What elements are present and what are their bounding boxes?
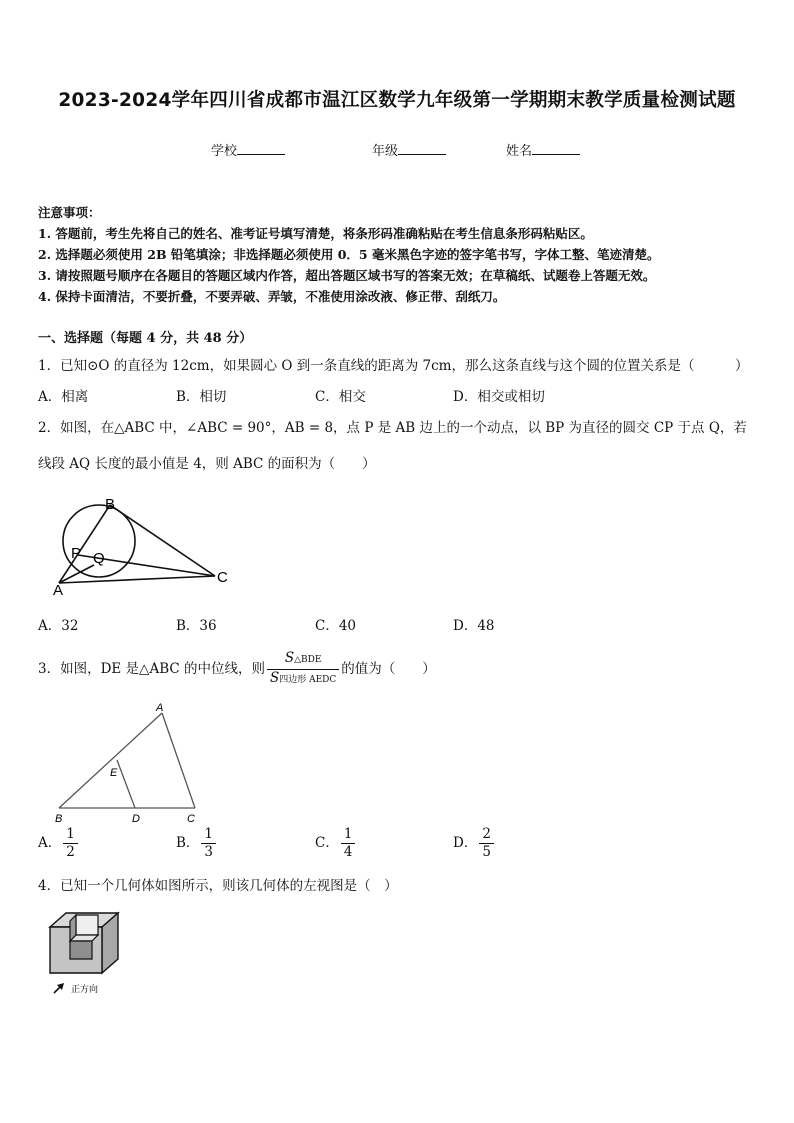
q2-figure <box>50 492 240 602</box>
q3-label-c: C <box>187 813 195 825</box>
q3-option-c <box>315 826 357 861</box>
q3-option-b-den: 3 <box>204 844 214 860</box>
q3-num-sub: △BDE <box>294 655 322 665</box>
page-title: 2023-2024学年四川省成都市温江区数学九年级第一学期期末教学质量检测试题 <box>58 90 736 111</box>
q4-direction-label: 正方向 <box>71 984 99 994</box>
q1-option-b: B．相切 <box>176 389 227 405</box>
q3-label-b: B <box>55 813 63 825</box>
q3-option-a-letter: A． <box>38 835 62 851</box>
q2-line1: 2．如图，在△ABC 中，∠ABC = 90°，AB = 8，点 P 是 AB 边上的一个动点，以 BP 为直径的圆交 CP 于点 Q，若 <box>38 420 747 436</box>
q3-num: S <box>284 650 295 666</box>
name-label: 姓名 <box>506 144 533 159</box>
q3-segment-de <box>117 760 135 808</box>
school-label: 学校 <box>211 144 238 159</box>
q3-label-e: E <box>110 767 118 779</box>
q3-option-b <box>176 826 218 861</box>
q3-side-ac <box>162 713 195 808</box>
q3-option-c-letter: C． <box>315 835 339 851</box>
school-blank <box>237 142 285 155</box>
name-blank <box>532 142 580 155</box>
q4-text: 4．已知一个几何体如图所示，则该几何体的左视图是（ ） <box>38 878 398 894</box>
q2-option-a: A．32 <box>38 618 79 634</box>
notes-heading: 注意事项： <box>38 205 101 220</box>
q2-line2: 线段 AQ 长度的最小值是 4，则 ABC 的面积为（ ） <box>38 456 376 472</box>
q4-notch-back <box>76 915 98 935</box>
section-heading: 一、选择题（每题 4 分，共 48 分） <box>38 331 253 346</box>
q2-option-b: B．36 <box>176 618 217 634</box>
q4-notch-front <box>70 941 92 959</box>
q3-ratio <box>267 650 339 689</box>
note-item: 2. 选择题必须使用 2B 铅笔填涂；非选择题必须使用 0．5 毫米黑色字迹的签字笔书写，字体工整、笔迹清楚。 <box>38 247 660 262</box>
q3-side-ba <box>59 713 162 808</box>
q3-den-sub: 四边形 AEDC <box>279 675 337 685</box>
grade-label: 年级 <box>372 144 399 159</box>
note-item: 4. 保持卡面清洁，不要折叠，不要弄破、弄皱，不准使用涂改液、修正带、刮纸刀。 <box>38 289 506 304</box>
q2-label-a: A <box>53 582 64 599</box>
q4-figure <box>44 905 134 1000</box>
q3-option-d-num: 2 <box>479 826 494 844</box>
q3-option-b-letter: B． <box>176 835 200 851</box>
q1-option-c: C．相交 <box>315 389 366 405</box>
q2-label-q: Q <box>93 550 105 567</box>
q2-label-c: C <box>217 569 228 586</box>
q3-label-d: D <box>132 813 140 825</box>
q2-label-p: P <box>71 545 82 562</box>
q3-label-a: A <box>156 702 164 714</box>
q2-option-c: C．40 <box>315 618 357 634</box>
q3-option-c-den: 4 <box>343 844 353 860</box>
q3-den: S <box>269 670 280 686</box>
q3-option-a-num: 1 <box>63 826 78 844</box>
q3-figure <box>50 700 210 830</box>
name-field <box>506 140 580 159</box>
q3-option-a-den: 2 <box>66 844 75 860</box>
q3-option-a <box>38 826 80 861</box>
q2-segment-ac <box>59 576 215 583</box>
note-item: 1. 答题前，考生先将自己的姓名、准考证号填写清楚，将条形码准确粘贴在考生信息条形码粘贴区。 <box>38 226 593 241</box>
q1-option-a: A．相离 <box>38 389 89 405</box>
note-item: 3. 请按照题号顺序在各题目的答题区域内作答，超出答题区域书写的答案无效；在草稿纸、试题卷上答题无效。 <box>38 268 656 283</box>
q3-option-b-num: 1 <box>201 826 216 844</box>
q3-option-d-letter: D． <box>453 835 478 851</box>
school-field <box>211 140 285 159</box>
grade-field <box>372 140 446 159</box>
q3-stem <box>38 650 436 689</box>
q2-segment-ab <box>59 505 110 583</box>
grade-blank <box>398 142 446 155</box>
q3-prefix: 3．如图，DE 是△ABC 的中位线，则 <box>38 661 265 677</box>
q2-option-d: D．48 <box>453 618 495 634</box>
q1-text: 1．已知⊙O 的直径为 12cm，如果圆心 O 到一条直线的距离为 7cm，那么这条直线与这个圆的位置关系是（ ） <box>38 358 749 374</box>
q3-option-d-den: 5 <box>482 844 491 860</box>
q3-suffix: 的值为（ ） <box>341 661 436 677</box>
q2-label-b: B <box>105 496 116 513</box>
q3-option-c-num: 1 <box>341 826 356 844</box>
q1-option-d: D．相交或相切 <box>453 389 545 405</box>
q3-option-d <box>453 826 496 861</box>
